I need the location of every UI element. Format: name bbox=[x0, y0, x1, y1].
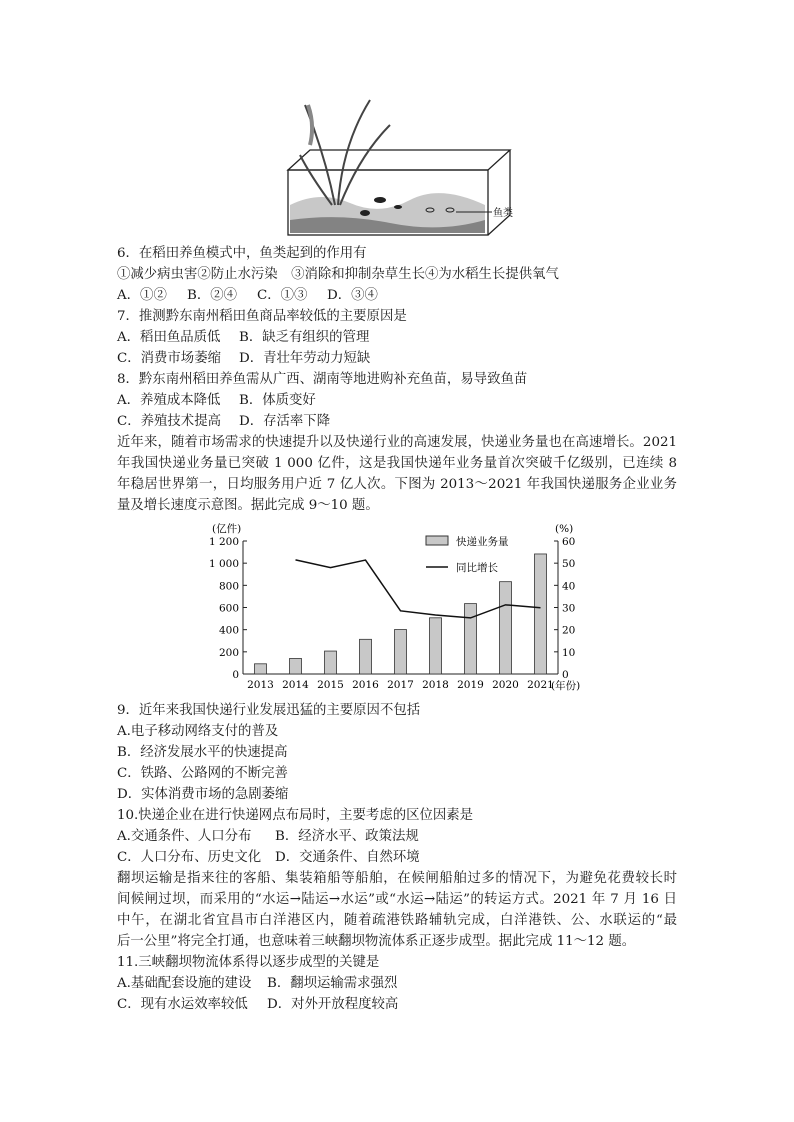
q9-option-d[interactable]: D．实体消费市场的急剧萎缩 bbox=[117, 787, 289, 802]
y2-tick-label: 30 bbox=[562, 602, 576, 615]
passage1-line: 近年来，随着市场需求的快速提升以及快递行业的高速发展，快递业务量也在高速增长。2021 bbox=[117, 435, 677, 450]
y-tick-label: 1 200 bbox=[208, 536, 239, 548]
bar-2016 bbox=[360, 639, 372, 674]
y2-tick-label: 50 bbox=[562, 558, 576, 571]
x-tick-label: 2019 bbox=[457, 679, 484, 691]
q8-option-d[interactable]: D．存活率下降 bbox=[239, 414, 331, 429]
q7-option-d[interactable]: D．青壮年劳动力短缺 bbox=[239, 351, 371, 366]
q6-option-c[interactable]: C．①③ bbox=[257, 288, 308, 303]
q6-option-a[interactable]: A．①② bbox=[117, 288, 167, 303]
passage1-line: 量及增长速度示意图。据此完成 9～10 题。 bbox=[117, 498, 379, 513]
q6-option-d[interactable]: D．③④ bbox=[327, 288, 378, 303]
y-tick-label: 1 000 bbox=[208, 558, 239, 571]
rice-plant-icon bbox=[300, 100, 390, 205]
rice-fish-illustration bbox=[280, 95, 520, 245]
q10-option-c[interactable]: C．人口分布、历史文化 bbox=[117, 850, 262, 865]
passage2-line: 中午，在湖北省宜昌市白洋港区内，随着疏港铁路辅轨完成，白洋港铁、公、水联运的“最 bbox=[117, 913, 677, 928]
bar-2013 bbox=[255, 664, 267, 674]
x-tick-label: 2013 bbox=[247, 679, 274, 691]
y2-tick-label: 0 bbox=[562, 669, 569, 681]
q7-option-c[interactable]: C．消费市场萎缩 bbox=[117, 351, 221, 366]
passage1-line: 年稳居世界第一，日均服务用户近 7 亿人次。下图为 2013～2021 年我国快递服务企业业务 bbox=[117, 477, 677, 492]
passage2-line: 间候闸过坝，而采用的“水运→陆运→水运”或“水运→陆运”的转运方式。2021 年 7 月 16 日 bbox=[117, 892, 677, 907]
bar-2019 bbox=[465, 604, 477, 674]
y2-tick-label: 20 bbox=[562, 624, 576, 637]
q8-stem: 8．黔东南州稻田养鱼需从广西、湖南等地进购补充鱼苗，易导致鱼苗 bbox=[117, 372, 528, 387]
x-tick-label: 2017 bbox=[387, 679, 414, 691]
x-tick-label: 2016 bbox=[352, 679, 379, 691]
bar-2021 bbox=[535, 554, 547, 674]
express-chart bbox=[200, 515, 600, 695]
x-tick-label: 2021 bbox=[527, 679, 554, 691]
q11-option-b[interactable]: B．翻坝运输需求强烈 bbox=[267, 976, 398, 991]
y-tick-label: 200 bbox=[218, 646, 239, 659]
passage1-line: 年我国快递业务量已突破 1 000 亿件，这是我国快递年业务量首次突破千亿级别，已连续 8 bbox=[117, 456, 677, 471]
q10-stem: 10.快递企业在进行快递网点布局时，主要考虑的区位因素是 bbox=[117, 808, 474, 823]
x-tick-label: 2015 bbox=[317, 679, 344, 691]
passage2-line: 后一公里”将完全打通，也意味着三峡翻坝物流体系正逐步成型。据此完成 11～12 题。 bbox=[117, 934, 636, 949]
legend-line-label: 同比增长 bbox=[456, 562, 498, 574]
y2-axis-label: (%) bbox=[555, 523, 574, 535]
x-tick-label: 2020 bbox=[492, 679, 519, 691]
bar-2020 bbox=[500, 582, 512, 674]
y-axis-label: (亿件) bbox=[212, 523, 242, 535]
q6-items: ①减少病虫害②防止水污染 ③消除和抑制杂草生长④为水稻生长提供氧气 bbox=[117, 267, 559, 282]
q11-option-a[interactable]: A.基础配套设施的建设 bbox=[117, 976, 252, 991]
q8-option-c[interactable]: C．养殖技术提高 bbox=[117, 414, 221, 429]
x-tick-label: 2014 bbox=[282, 679, 309, 691]
q9-stem: 9．近年来我国快递行业发展迅猛的主要原因不包括 bbox=[117, 703, 421, 718]
legend-bar-label: 快递业务量 bbox=[456, 536, 509, 548]
bar-2017 bbox=[395, 630, 407, 674]
y-tick-label: 600 bbox=[218, 602, 239, 615]
q6-option-b[interactable]: B．②④ bbox=[187, 288, 238, 303]
y2-tick-label: 60 bbox=[562, 536, 576, 548]
q6-options bbox=[117, 285, 677, 306]
q10-option-d[interactable]: D．交通条件、自然环境 bbox=[275, 850, 420, 865]
fish-label: 鱼类 bbox=[493, 208, 513, 219]
q9-option-b[interactable]: B．经济发展水平的快速提高 bbox=[117, 745, 288, 760]
q7-option-a[interactable]: A．稻田鱼品质低 bbox=[117, 330, 221, 345]
q6-stem: 6．在稻田养鱼模式中，鱼类起到的作用有 bbox=[117, 246, 367, 261]
q11-stem: 11.三峡翻坝物流体系得以逐步成型的关键是 bbox=[117, 955, 380, 970]
y2-tick-label: 40 bbox=[562, 580, 576, 593]
q7-option-b[interactable]: B．缺乏有组织的管理 bbox=[239, 330, 370, 345]
bar-2014 bbox=[290, 658, 302, 674]
q9-option-a[interactable]: A.电子移动网络支付的普及 bbox=[117, 724, 279, 739]
y2-tick-label: 10 bbox=[562, 646, 576, 659]
x-axis-unit: (年份) bbox=[551, 680, 581, 692]
q7-stem: 7．推测黔东南州稻田鱼商品率较低的主要原因是 bbox=[117, 309, 407, 324]
passage2-line: 翻坝运输是指来往的客船、集装箱船等船舶，在候闸船舶过多的情况下，为避免花费较长时 bbox=[117, 871, 677, 886]
bar-2015 bbox=[325, 651, 337, 674]
q10-option-b[interactable]: B．经济水平、政策法规 bbox=[275, 829, 419, 844]
x-tick-label: 2018 bbox=[422, 679, 449, 691]
q8-option-b[interactable]: B．体质变好 bbox=[239, 393, 316, 408]
q11-option-d[interactable]: D．对外开放程度较高 bbox=[267, 997, 399, 1012]
y-tick-label: 400 bbox=[218, 624, 239, 637]
q9-option-c[interactable]: C．铁路、公路网的不断完善 bbox=[117, 766, 288, 781]
q8-option-a[interactable]: A．养殖成本降低 bbox=[117, 393, 221, 408]
legend-bar-swatch bbox=[426, 536, 448, 545]
bar-2018 bbox=[430, 618, 442, 674]
q10-option-a[interactable]: A.交通条件、人口分布 bbox=[117, 829, 252, 844]
y-tick-label: 0 bbox=[232, 669, 239, 681]
y-tick-label: 800 bbox=[218, 580, 239, 593]
q11-option-c[interactable]: C．现有水运效率较低 bbox=[117, 997, 248, 1012]
